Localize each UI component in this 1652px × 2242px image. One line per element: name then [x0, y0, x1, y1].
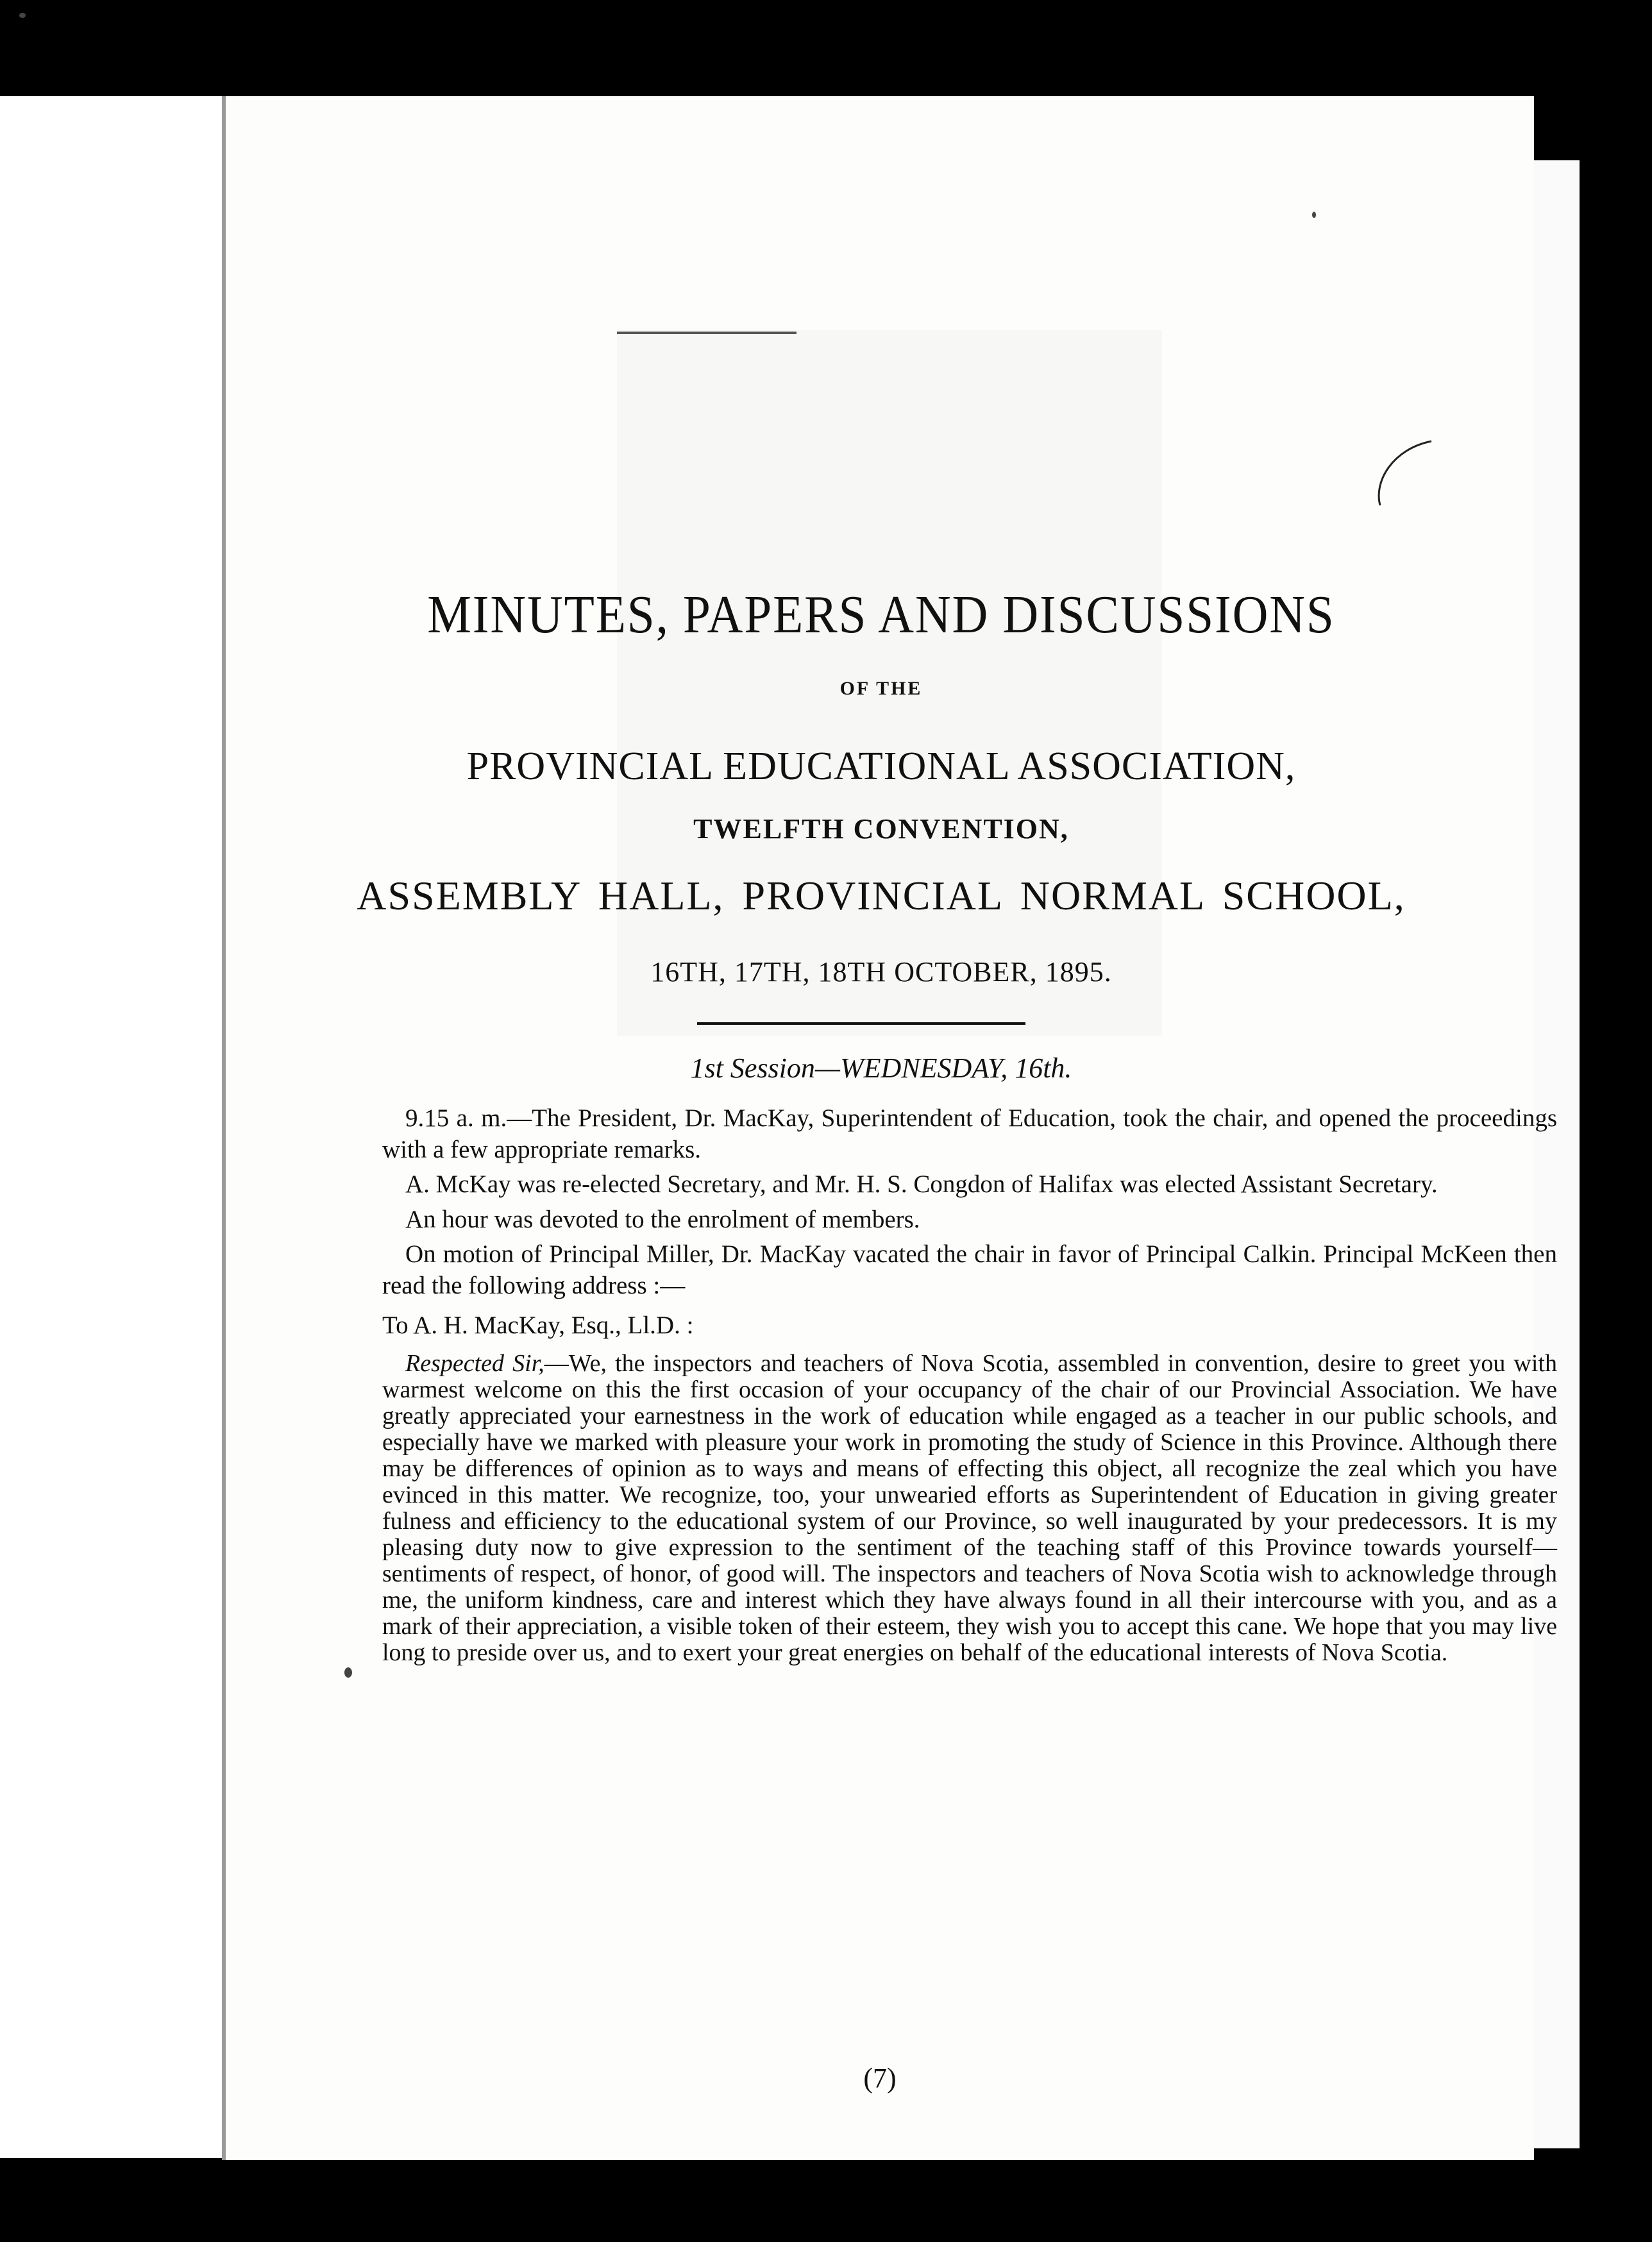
dates-line: 16TH, 17TH, 18TH OCTOBER, 1895. — [650, 956, 1112, 988]
pencil-mark — [1367, 436, 1438, 507]
address-body: —We, the inspectors and teachers of Nova Scotia, assembled in convention, desire to greet you with warmest welcome on this the first occasion of your occupancy of the chair of our Provincial Association. We have greatly appreciated your earnestness in the work of education while engaged as a teacher in our public schools, and especially have we marked with pleasure your work in promoting the study of Science in this Province. Although there may be differences of opinion as to ways and means of effecting this object, all recognize the zeal which you have evinced in this matter. We recognize, too, your unwearied efforts as Superintendent of Education in giving greater fulness and efficiency to the educational system of our Province, so well inaugurated by your predecessors. It is my pleasing duty now to give expression to the sentiment of the teaching staff of this Province towards yourself—sentiments of respect, of honor, of good will. The inspectors and teachers of Nova Scotia wish to acknowledge through me, the uniform kindness, care and interest which they have always found in all their intercourse with you, and as a mark of their appreciation, a visible token of their esteem, they wish you to accept this cane. We hope that you may live long to preside over us, and to exert your great energies on behalf of the educational interests of Nova Scotia. — [382, 1349, 1557, 1666]
facing-page — [0, 96, 222, 2158]
of-the-line: OF THE — [839, 678, 923, 699]
paragraph-motion: On motion of Principal Miller, Dr. MacKay vacated the chair in favor of Principal Calkin. Principal McKeen then read the following address :— — [382, 1240, 1557, 1299]
scan-speck — [1312, 212, 1316, 218]
address-opening: Respected Sir, — [405, 1349, 544, 1377]
scan-speck — [344, 1667, 352, 1678]
session-heading: 1st Session—WEDNESDAY, 16th. — [690, 1052, 1072, 1084]
paragraph-enrolment: An hour was devoted to the enrolment of members. — [405, 1205, 920, 1233]
paragraph-secretary: A. McKay was re-elected Secretary, and Mr. H. S. Congdon of Halifax was elected Assistant Secretary. — [405, 1170, 1438, 1198]
venue-line: ASSEMBLY HALL, PROVINCIAL NORMAL SCHOOL, — [357, 873, 1406, 918]
association-name: PROVINCIAL EDUCATIONAL ASSOCIATION, — [466, 745, 1296, 788]
scan-speck — [19, 13, 26, 18]
show-through-rule — [617, 332, 796, 334]
page-number: (7) — [863, 2062, 897, 2094]
address-text — [382, 1351, 1557, 1666]
divider-rule — [697, 1022, 1025, 1025]
document-page — [222, 96, 1557, 2160]
paragraph-opening: 9.15 a. m.—The President, Dr. MacKay, Superintendent of Education, took the chair, and opened the proceedings with a few appropriate remarks. — [382, 1104, 1557, 1163]
minutes-body — [382, 1103, 1557, 1666]
convention-line: TWELFTH CONVENTION, — [693, 813, 1069, 845]
address-salutation: To A. H. MacKay, Esq., Ll.D. : — [382, 1311, 694, 1339]
document-title: MINUTES, PAPERS AND DISCUSSIONS — [427, 585, 1335, 645]
